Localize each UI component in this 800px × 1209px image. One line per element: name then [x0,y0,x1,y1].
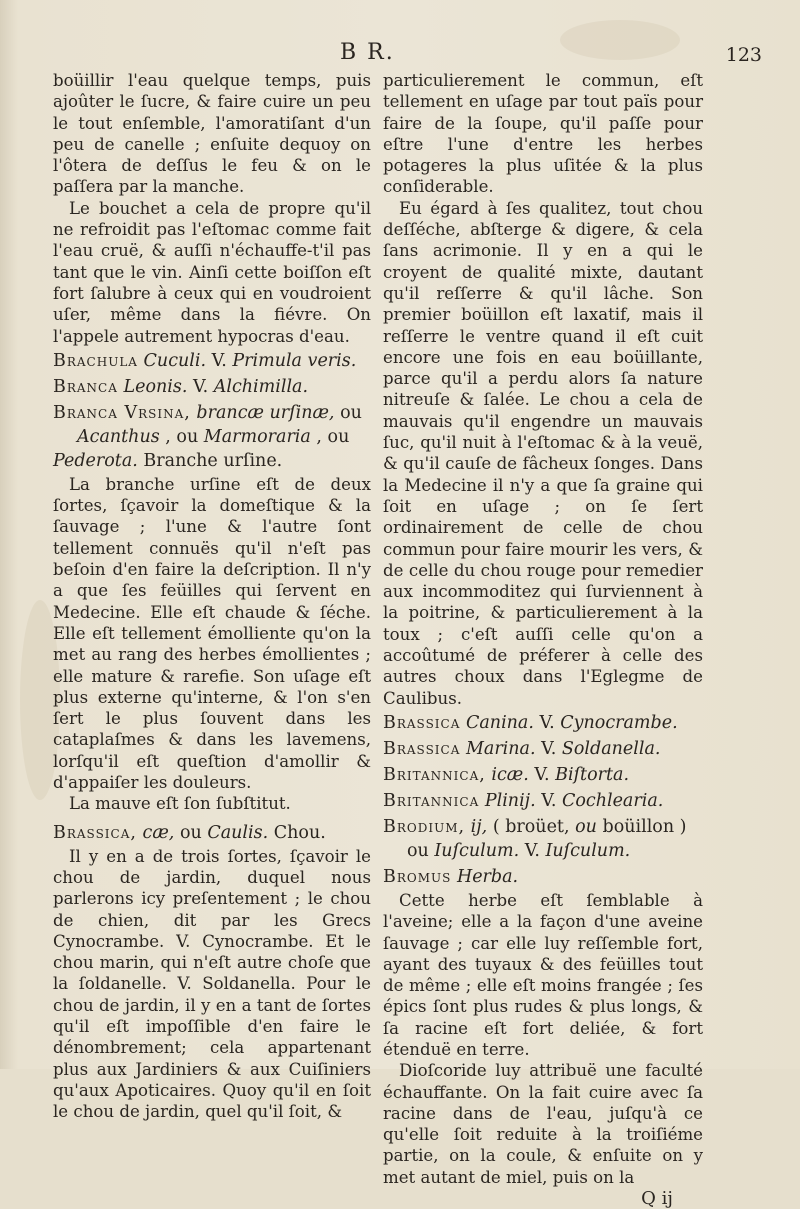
entry-or: ou [340,402,362,423]
entry-continuation [53,449,371,473]
entry-brachula [53,349,371,373]
entry-ref: Biſtorta. [555,764,630,785]
entry-alt: Pederota. [53,450,138,471]
entry-head: Branca [53,376,118,397]
entry-or: ou [575,816,597,837]
entry-alt: Acanthus [77,426,160,447]
entry-ref: Primula veris. [232,350,357,371]
entry-latin: cæ, [142,822,175,843]
right-column [383,70,703,1209]
entry-latin: brancæ urſinæ, [196,402,335,423]
entry-latin: Herba. [456,866,519,887]
paragraph: La branche urſine eſt de deux ſortes, ſçavoir la domeſtique & la ſauvage ; l'une & l'autre ſont tellement connuës qu'il n'eſt pas beſoin d'en faire la deſcription. Il n'y a que ſes feüilles qui ſervent en Medecine. Elle eſt chaude & ſéche. Elle eſt tellement émolliente qu'on la met au rang des herbes émollientes ; elle mature & rarefie. Son uſage eſt plus externe qu'interne, & l'on s'en ſert le plus ſouvent dans les cataplaſmes & dans les lavemens, lorſqu'il eſt queſtion d'amollir & d'appaiſer les douleurs. [53,474,371,793]
entry-alt: Caulis. [207,822,269,843]
paper-stain [560,20,680,60]
entry-head: Bromus [383,866,452,887]
entry-head: Britannica [383,790,480,811]
paragraph: boüillir l'eau quelque temps, puis ajoûter le ſucre, & faire cuire un peu le tout enſemble, l'amoratiſant d'un peu de canelle ; enſuite dequoy on l'ôtera de deſſus le feu & on le paſſera par la manche. [53,71,371,197]
entry-continuation [383,839,703,863]
entry-head: Brassica [383,712,461,733]
entry-head: Brassica, [53,822,137,843]
running-head: B R. [340,40,395,65]
entry-alt: Iuſculum. [434,840,520,861]
entry-or: ou [407,840,429,861]
entry-ref: Alchimilla. [213,376,309,397]
entry-britannica [383,763,703,787]
entry-brassica-marina [383,737,703,761]
entry-branca-ursina [53,401,371,473]
entry-head: Branca Vrsina, [53,402,191,423]
entry-see: V. [541,738,557,759]
entry-latin: Plinij. [484,790,536,811]
entry-bromus [383,865,703,889]
entry-see: V. [193,376,209,397]
entry-alt: Marmoraria [203,426,311,447]
entry-ref: Iuſculum. [545,840,631,861]
paragraph: Dioſcoride luy attribuë une faculté échauffante. On la fait cuire avec ſa racine dans de l'eau, juſqu'à ce qu'elle ſoit reduite à la troiſiéme partie, on la coule, & enſuite on y met autant de miel, puis on la [383,1061,703,1187]
entry-branca [53,375,371,399]
entry-brassica-canina [383,711,703,735]
entry-or: , ou [165,426,199,447]
entry-latin: icæ. [491,764,529,785]
entry-ref: Cochlearia. [561,790,664,811]
entry-french: ( broüet, [492,816,570,837]
entry-see: V. [524,840,540,861]
paragraph: Cette herbe eſt ſemblable à l'aveine; elle a la façon d'une aveine ſauvage ; car elle luy reſſemble fort, ayant des tuyaux & des feüilles tout de même ; elle eſt moins frangée ; ſes épics ſont plus rudes & plus longs, & ſa racine eſt fort deliée, & fort étenduë en terre. [383,890,703,1059]
entry-brassica [53,821,371,845]
entry-ref: Cynocrambe. [560,712,678,733]
entry-see: V. [211,350,227,371]
entry-latin: Canina. [465,712,534,733]
entry-continuation [53,425,371,449]
entry-head: Brassica [383,738,461,759]
entry-french: boüillon ) [602,816,687,837]
entry-brodium [383,815,703,863]
catchword: Q ij [641,1188,673,1209]
entry-see: V. [541,790,557,811]
entry-latin: ij, [470,816,488,837]
entry-or: ou [179,822,202,843]
entry-ref: Soldanella. [561,738,661,759]
entry-latin: Marina. [465,738,536,759]
paragraph: Le bouchet a cela de propre qu'il ne refroidit pas l'eſtomac comme fait l'eau cruë, & auſſi n'échauffe-t'il pas tant que le vin. Ainſi cette boiſſon eſt fort ſalubre à ceux qui en voudroient uſer, même dans la fiévre. On l'appele autrement hypocras d'eau. [53,198,371,346]
entry-head: Britannica, [383,764,486,785]
entry-latin: Cuculi. [143,350,207,371]
entry-see: V. [539,712,555,733]
paragraph: Eu égard à ſes qualitez, tout chou deſſéche, abſterge & digere, & cela ſans acrimonie. Il y en a qui le croyent de qualité mixte, dautant qu'il reſſerre & qu'il lâche. Son premier boüillon eſt laxatif, mais il reſſerre le ventre quand il eſt cuit encore une fois en eau boüillante, parce qu'il a perdu alors ſa nature nitreuſe & ſalée. Le chou a cela de mauvais qu'il engendre un mauvais ſuc, qu'il nuit à l'eſtomac & à la veuë, & qu'il cauſe de fâcheux ſonges. Dans la Medecine il n'y a que ſa graine qui ſoit en uſage ; on ſe ſert ordinairement de celle de chou commun pour faire mourir les vers, & de celle du chou rouge pour remedier aux incommoditez qui ſurviennent à la poitrine, & particulierement à la toux ; c'eſt auſſi celle qu'on a accoûtumé de préferer à celle des autres choux dans l'Eglegme de Caulibus. [383,198,703,708]
page-number: 123 [725,44,762,66]
paragraph: particulierement le commun, eſt tellement en uſage par tout païs pour faire de la ſoupe, qu'il paſſe pour eſtre l'une d'entre les herbes potageres la plus uſitée & la plus conſiderable. [383,71,703,197]
entry-head: Brodium, [383,816,466,837]
entry-see: V. [534,764,550,785]
left-column [53,70,371,1122]
paragraph: La mauve eſt ſon ſubſtitut. [69,794,291,814]
entry-head: Brachula [53,350,138,371]
entry-french: Chou. [273,822,326,843]
entry-britannica-plinii [383,789,703,813]
entry-or: , ou [316,426,350,447]
entry-latin: Leonis. [123,376,188,397]
entry-french: Branche urſine. [143,450,283,471]
paragraph: Il y en a de trois ſortes, ſçavoir le chou de jardin, duquel nous parlerons icy preſentement ; le chou de chien, dit par les Grecs Cynocrambe. V. Cynocrambe. Et le chou marin, qui n'eſt autre choſe que la ſoldanelle. V. Soldanella. Pour le chou de jardin, il y en a tant de ſortes qu'il eſt impoſſible d'en faire le dénombrement; cela appartenant plus aux Jardiniers & aux Cuiſiniers qu'aux Apoticaires. Quoy qu'il en ſoit le chou de jardin, quel qu'il ſoit, & [53,846,371,1122]
